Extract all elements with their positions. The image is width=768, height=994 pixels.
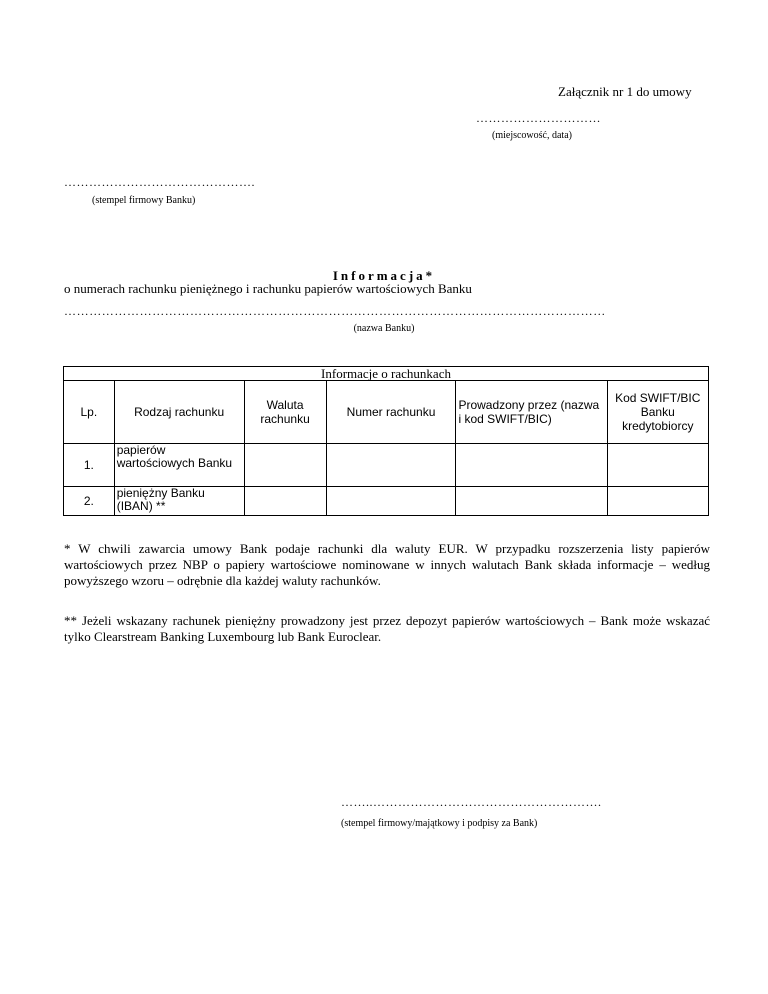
accounts-table — [63, 366, 709, 516]
signature-caption: (stempel firmowy/majątkowy i podpisy za Bank) — [341, 818, 538, 829]
place-date-line: ………………………… — [476, 111, 601, 125]
bank-stamp-line: ………………………………………. — [64, 175, 255, 189]
table-row — [64, 444, 709, 487]
row-number[interactable] — [326, 487, 456, 516]
row-currency[interactable] — [244, 444, 326, 487]
col-header-lp: Lp. — [64, 381, 115, 444]
row-lp: 1. — [64, 444, 115, 487]
footnote-double-star: ** Jeżeli wskazany rachunek pieniężny prowadzony jest przez depozyt papierów wartościowych – Bank może wskazać tylko Clearstream Banking Luxembourg lub Bank Euroclear. — [64, 613, 710, 644]
document-title: Informacja* — [332, 268, 436, 283]
col-header-currency: Waluta rachunku — [244, 381, 326, 444]
bank-name-caption: (nazwa Banku) — [353, 323, 415, 334]
bank-name-line: ………………………………………………………………………………………………………………… — [64, 304, 606, 318]
col-header-number: Numer rachunku — [326, 381, 456, 444]
footnote-single-star: * W chwili zawarcia umowy Bank podaje rachunki dla waluty EUR. W przypadku rozszerzenia listy papierów wartościowych przez NBP o papiery wartościowe nominowane w innych walutach Bank składa informacje – według powyższego wzoru – odrębnie dla każdej waluty rachunków. — [64, 541, 710, 588]
row-via[interactable] — [456, 444, 607, 487]
row-kind: papierów wartościowych Banku — [114, 444, 244, 487]
document-subtitle: o numerach rachunku pieniężnego i rachunku papierów wartościowych Banku — [64, 281, 472, 296]
signature-line: ……..………………………………………………. — [341, 795, 602, 809]
table-group-header: Informacje o rachunkach — [64, 367, 709, 381]
bank-stamp-caption: (stempel firmowy Banku) — [92, 195, 196, 206]
table-header-row — [64, 381, 709, 444]
row-lp: 2. — [64, 487, 115, 516]
row-code[interactable] — [607, 444, 708, 487]
row-via[interactable] — [456, 487, 607, 516]
annex-label: Załącznik nr 1 do umowy — [558, 84, 692, 99]
table-row — [64, 487, 709, 516]
row-code[interactable] — [607, 487, 708, 516]
col-header-code: Kod SWIFT/BIC Banku kredytobiorcy — [607, 381, 708, 444]
row-kind: pieniężny Banku (IBAN) ** — [114, 487, 244, 516]
col-header-kind: Rodzaj rachunku — [114, 381, 244, 444]
row-currency[interactable] — [244, 487, 326, 516]
place-date-caption: (miejscowość, data) — [492, 130, 572, 141]
row-number[interactable] — [326, 444, 456, 487]
col-header-via: Prowadzony przez (nazwa i kod SWIFT/BIC) — [456, 381, 607, 444]
